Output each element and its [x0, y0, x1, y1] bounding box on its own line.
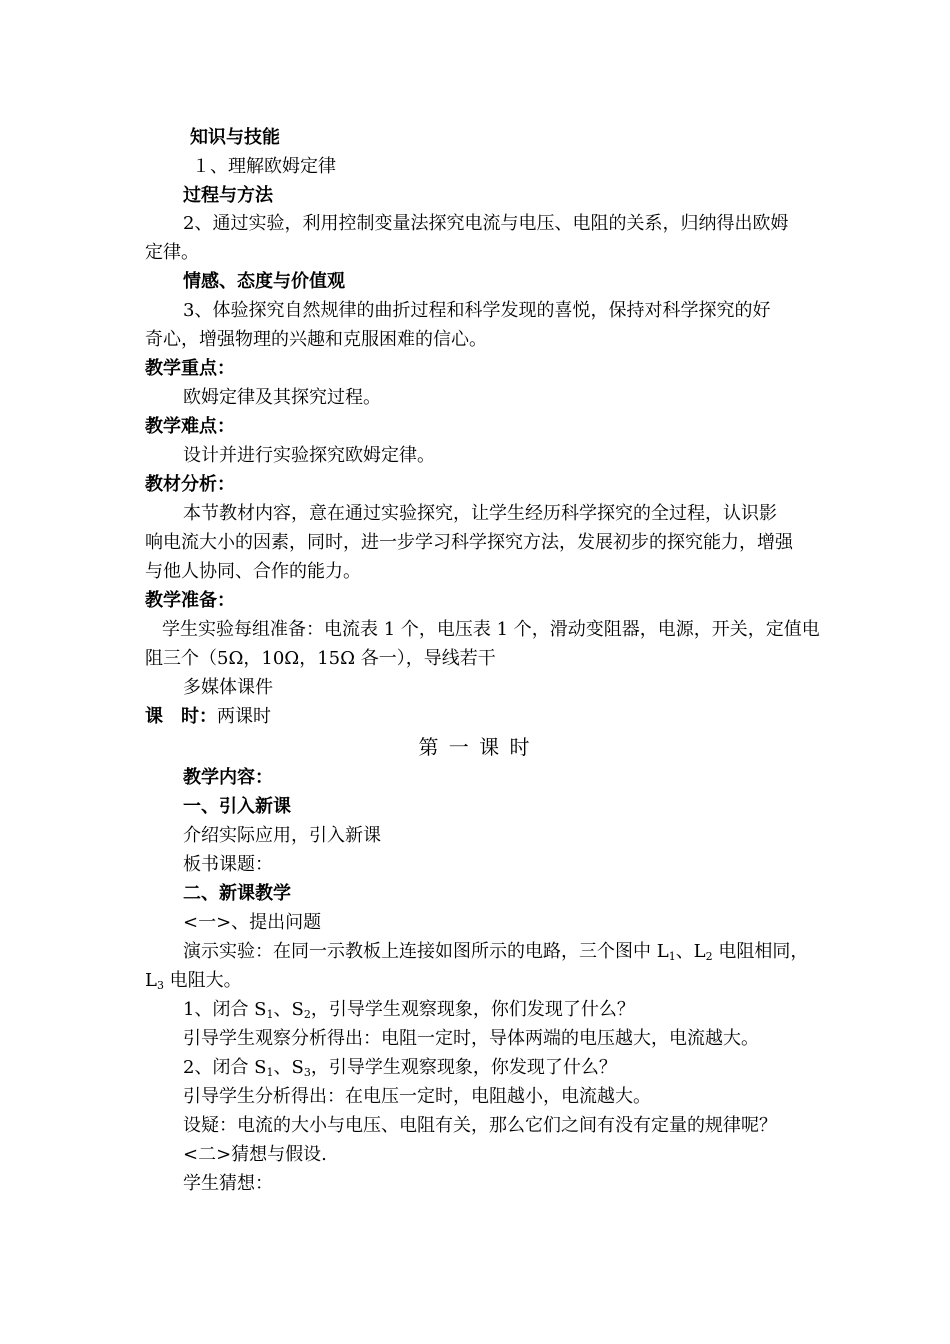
step1-text-a: 1、闭合 S [183, 999, 267, 1020]
difficulty-text: 设计并进行实验探究欧姆定律。 [183, 445, 435, 466]
demo-subscript-2: 2 [705, 950, 713, 963]
prep-line-1: 学生实验每组准备：电流表 1 个，电压表 1 个，滑动变阻器，电源，开关，定值电 [162, 619, 820, 640]
step1-line [183, 999, 635, 1021]
emotion-item-line-2: 奇心，增强物理的兴趣和克服困难的信心。 [145, 329, 487, 350]
guess-line: 学生猜想： [183, 1173, 273, 1194]
demo-text-a: 演示实验：在同一示教板上连接如图所示的电路，三个图中 L [183, 941, 669, 962]
demo2-subscript: 3 [156, 979, 164, 992]
knowledge-heading: 知识与技能 [190, 127, 280, 148]
process-item-line-2: 定律。 [145, 242, 199, 263]
part1-line-2: 板书课题： [183, 854, 273, 875]
emotion-item-line-1: 3、体验探究自然规律的曲折过程和科学发现的喜悦，保持对科学探究的好 [183, 300, 771, 321]
step1-subscript-2: 2 [303, 1008, 311, 1021]
prep-line-3: 多媒体课件 [183, 677, 273, 698]
content-heading: 教学内容： [183, 767, 273, 788]
analysis-line-1: 本节教材内容，意在通过实验探究，让学生经历科学探究的全过程，认识影 [183, 503, 777, 524]
demo-text-b: 、L [675, 941, 706, 962]
analysis-line-3: 与他人协同、合作的能力。 [145, 561, 361, 582]
key-point-text: 欧姆定律及其探究过程。 [183, 387, 381, 408]
part1-heading: 一、引入新课 [183, 796, 291, 817]
analysis-line-2: 响电流大小的因素，同时，进一步学习科学探究方法，发展初步的探究能力，增强 [145, 532, 793, 553]
lesson-title: 第 一 课 时 [418, 735, 532, 759]
step1-text-b: 、S [273, 999, 304, 1020]
demo-line-1 [183, 941, 808, 963]
step2-subscript-1: 1 [266, 1066, 274, 1079]
step2-result: 引导学生分析得出：在电压一定时，电阻越小，电流越大。 [183, 1086, 651, 1107]
prep-heading: 教学准备： [145, 590, 235, 611]
knowledge-item: １、理解欧姆定律 [192, 156, 336, 177]
step1-result: 引导学生观察分析得出：电阻一定时，导体两端的电压越大，电流越大。 [183, 1028, 759, 1049]
part2-heading: 二、新课教学 [183, 883, 291, 904]
step2-text-b: 、S [273, 1057, 304, 1078]
process-item-line-1: 2、通过实验，利用控制变量法探究电流与电压、电阻的关系，归纳得出欧姆 [183, 213, 789, 234]
demo2-text-b: 电阻大。 [163, 970, 242, 991]
difficulty-heading: 教学难点： [145, 416, 235, 437]
step2-text-a: 2、闭合 S [183, 1057, 267, 1078]
step2-subscript-2: 3 [303, 1066, 311, 1079]
step2-text-c: ，引导学生观察现象，你发现了什么？ [310, 1057, 617, 1078]
emotion-heading: 情感、态度与价值观 [183, 271, 345, 292]
part2-sub1: <一>、提出问题 [183, 912, 322, 933]
hours-value: 两课时 [217, 706, 271, 727]
step1-text-c: ，引导学生观察现象，你们发现了什么？ [310, 999, 635, 1020]
process-heading: 过程与方法 [183, 185, 273, 206]
demo2-text-a: L [145, 970, 157, 991]
key-point-heading: 教学重点： [145, 358, 235, 379]
step1-subscript-1: 1 [266, 1008, 274, 1021]
hours-label: 课 时： [145, 706, 217, 727]
demo-line-2 [145, 970, 242, 992]
question-line: 设疑：电流的大小与电压、电阻有关，那么它们之间有没有定量的规律呢？ [183, 1115, 777, 1136]
prep-line-2: 阻三个（5Ω，10Ω，15Ω 各一），导线若干 [145, 648, 496, 669]
demo-text-c: 电阻相同， [712, 941, 809, 962]
part2-sub2: <二>猜想与假设. [183, 1144, 327, 1165]
hours-line [145, 706, 271, 728]
demo-subscript-1: 1 [668, 950, 676, 963]
part1-line-1: 介绍实际应用，引入新课 [183, 825, 381, 846]
step2-line [183, 1057, 617, 1079]
analysis-heading: 教材分析： [145, 474, 235, 495]
